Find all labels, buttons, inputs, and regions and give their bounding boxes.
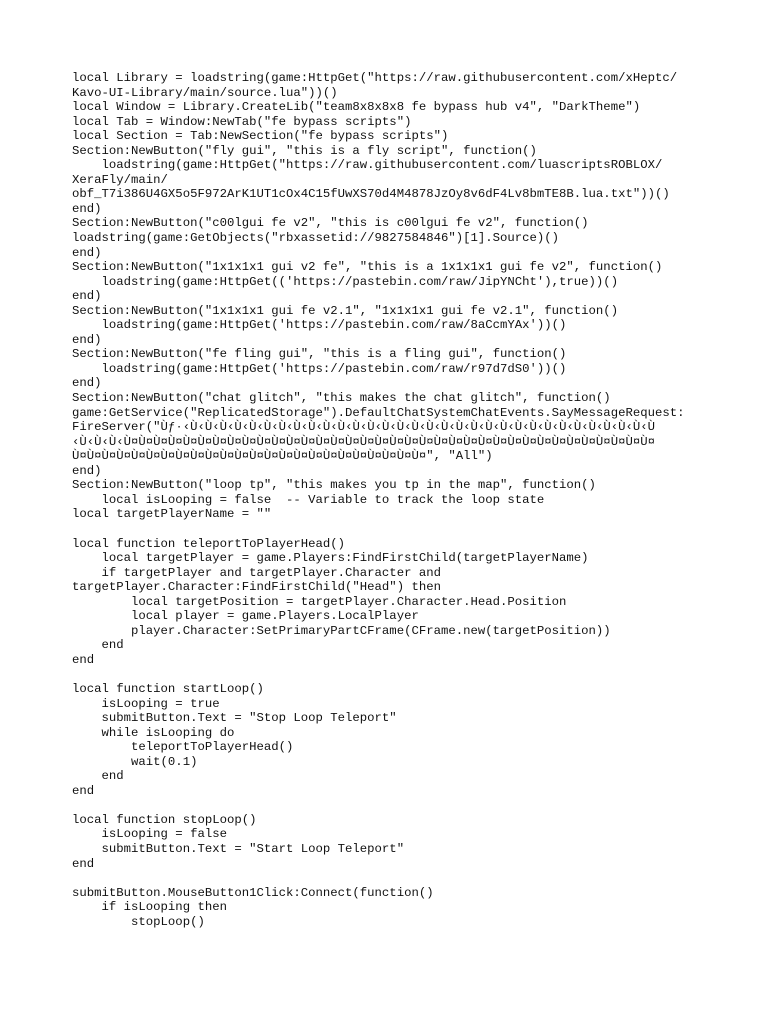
code-line: local function stopLoop(): [72, 812, 257, 827]
code-line: submitButton.MouseButton1Click:Connect(function(): [72, 885, 434, 900]
code-line: end: [72, 769, 124, 784]
code-line: Section:NewButton("fly gui", "this is a fly script", function(): [72, 143, 537, 158]
code-line: end: [72, 783, 95, 798]
code-line: obf_T7i386U4GX5o5F972ArK1UT1cOx4C15fUwXS70d4M4878JzOy8v6dF4Lv8bmTE8B.lua.txt"))(): [72, 187, 670, 202]
code-line: local isLooping = false -- Variable to track the loop state: [72, 492, 545, 507]
code-line: local function startLoop(): [72, 681, 264, 696]
code-line: Section:NewButton("loop tp", "this makes you tp in the map", function(): [72, 478, 596, 493]
code-line: game:GetService("ReplicatedStorage").DefaultChatSystemChatEvents.SayMessageRequest:: [72, 405, 685, 420]
code-listing: [72, 71, 712, 929]
code-line: loadstring(game:HttpGet('https://pastebin.com/raw/r97d7dS0'))(): [72, 361, 567, 376]
code-line: player.Character:SetPrimaryPartCFrame(CFrame.new(targetPosition)): [72, 623, 611, 638]
code-line: loadstring(game:HttpGet('https://pastebin.com/raw/8aCcmYAx'))(): [72, 318, 567, 333]
code-line: stopLoop(): [72, 914, 205, 929]
code-line: local Library = loadstring(game:HttpGet("https://raw.githubusercontent.com/xHeptc/: [72, 71, 678, 85]
code-line: Section:NewButton("1x1x1x1 gui fe v2.1", "1x1x1x1 gui fe v2.1", function(): [72, 303, 619, 318]
code-line: Ù¤Ù¤Ù¤Ù¤Ù¤Ù¤Ù¤Ù¤Ù¤Ù¤Ù¤Ù¤Ù¤Ù¤Ù¤Ù¤Ù¤Ù¤Ù¤Ù¤Ù¤Ù¤Ù¤Ù¤", "All"): [72, 449, 493, 464]
code-line: if targetPlayer and targetPlayer.Character and: [72, 565, 441, 580]
code-line: end): [72, 201, 102, 216]
code-line: local Window = Library.CreateLib("team8x8x8x8 fe bypass hub v4", "DarkTheme"): [72, 100, 641, 115]
code-line: submitButton.Text = "Stop Loop Teleport": [72, 711, 397, 726]
code-line: end: [72, 652, 95, 667]
code-line: end): [72, 376, 102, 391]
code-line: end): [72, 289, 102, 304]
code-line: loadstring(game:HttpGet(('https://pastebin.com/raw/JipYNCht'),true))(): [72, 274, 619, 289]
code-line: wait(0.1): [72, 754, 198, 769]
code-line: local targetPlayerName = "": [72, 507, 272, 522]
code-line: local Tab = Window:NewTab("fe bypass scripts"): [72, 114, 412, 129]
code-line: FireServer("Ùƒ٠‹Ù‹Ù‹Ù‹Ù‹Ù‹Ù‹Ù‹Ù‹Ù‹Ù‹Ù‹Ù‹Ù‹Ù‹Ù‹Ù‹Ù‹Ù‹Ù‹Ù‹Ù‹Ù‹Ù‹Ù‹Ù‹Ù‹Ù‹Ù‹Ù‹Ù‹Ù‹Ù: [72, 420, 655, 435]
code-line: [72, 798, 712, 813]
code-line: Kavo-UI-Library/main/source.lua"))(): [72, 85, 338, 100]
code-line: [72, 667, 712, 682]
code-line: loadstring(game:GetObjects("rbxassetid://9827584846")[1].Source)(): [72, 231, 560, 246]
code-line: Section:NewButton("1x1x1x1 gui v2 fe", "this is a 1x1x1x1 gui fe v2", function(): [72, 260, 663, 275]
code-line: loadstring(game:HttpGet("https://raw.githubusercontent.com/luascriptsROBLOX/: [72, 158, 663, 173]
code-line: end): [72, 332, 102, 347]
code-line: end: [72, 856, 95, 871]
code-line: while isLooping do: [72, 725, 235, 740]
code-line: ‹Ù‹Ù‹Ù‹Ù¤Ù¤Ù¤Ù¤Ù¤Ù¤Ù¤Ù¤Ù¤Ù¤Ù¤Ù¤Ù¤Ù¤Ù¤Ù¤Ù¤Ù¤Ù¤Ù¤Ù¤Ù¤Ù¤Ù¤Ù¤Ù¤Ù¤Ù¤Ù¤Ù¤Ù¤Ù¤Ù¤Ù¤Ù¤Ù¤: [72, 434, 655, 449]
code-line: end): [72, 245, 102, 260]
code-line: isLooping = false: [72, 827, 227, 842]
code-line: Section:NewButton("chat glitch", "this makes the chat glitch", function(): [72, 391, 611, 406]
code-line: local Section = Tab:NewSection("fe bypass scripts"): [72, 129, 449, 144]
code-line: [72, 871, 712, 886]
code-line: submitButton.Text = "Start Loop Teleport": [72, 841, 405, 856]
code-line: Section:NewButton("c00lgui fe v2", "this is c00lgui fe v2", function(): [72, 216, 589, 231]
code-line: local targetPosition = targetPlayer.Character.Head.Position: [72, 594, 567, 609]
code-line: local targetPlayer = game.Players:FindFirstChild(targetPlayerName): [72, 551, 589, 566]
code-line: end): [72, 463, 102, 478]
code-line: Section:NewButton("fe fling gui", "this is a fling gui", function(): [72, 347, 567, 362]
code-line: teleportToPlayerHead(): [72, 740, 294, 755]
code-line: [72, 522, 712, 537]
code-line: end: [72, 638, 124, 653]
code-line: isLooping = true: [72, 696, 220, 711]
code-line: XeraFly/main/: [72, 172, 168, 187]
code-line: if isLooping then: [72, 900, 227, 915]
code-line: local player = game.Players.LocalPlayer: [72, 609, 419, 624]
code-line: targetPlayer.Character:FindFirstChild("Head") then: [72, 580, 441, 595]
code-line: local function teleportToPlayerHead(): [72, 536, 346, 551]
